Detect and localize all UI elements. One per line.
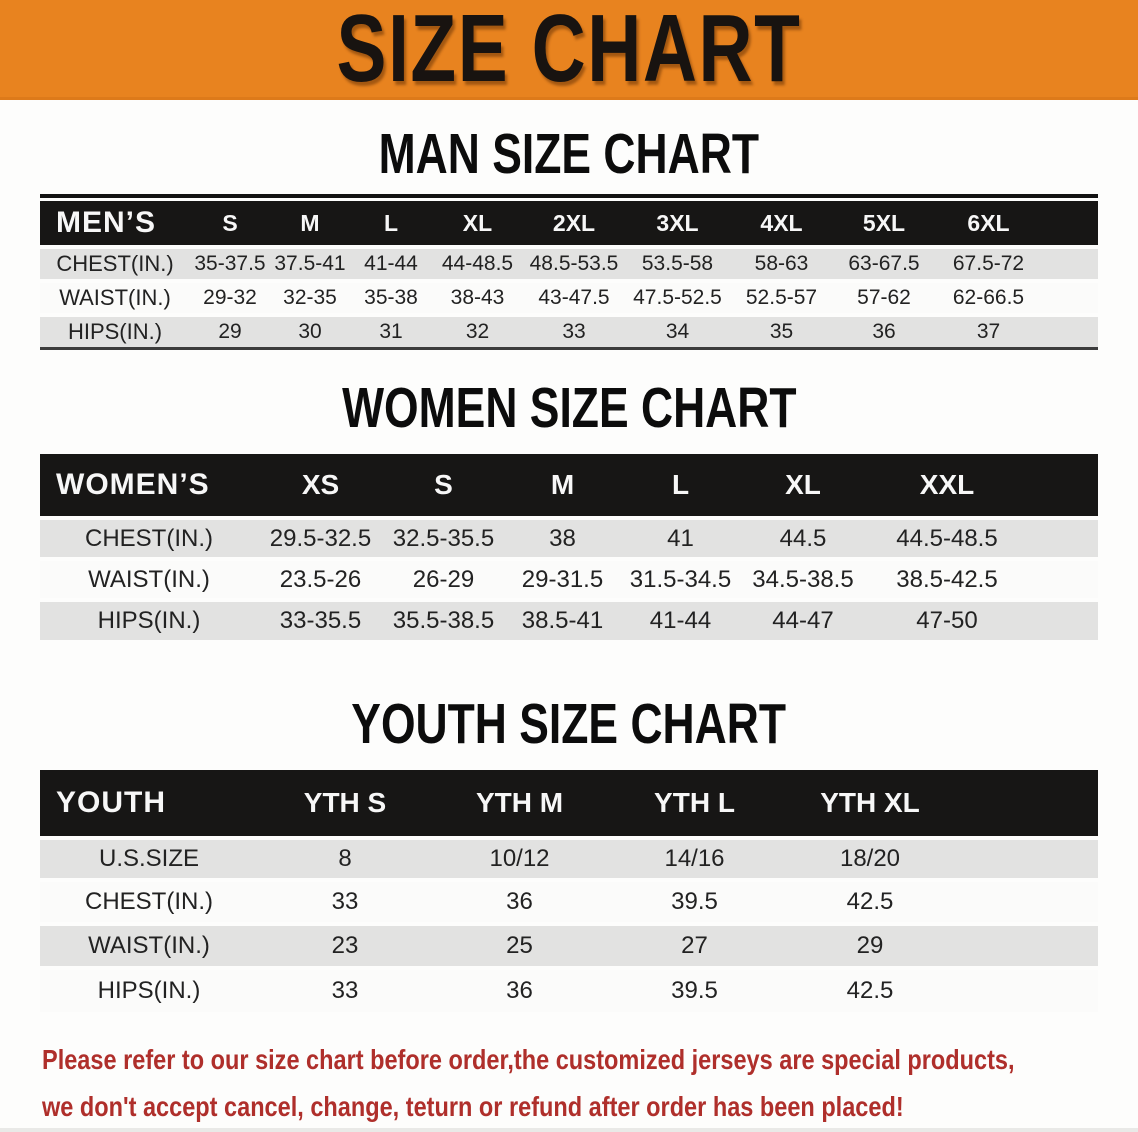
measurement-cell: 35-37.5 [190, 249, 270, 283]
measurement-cell: 44.5 [740, 520, 866, 561]
size-column-header: 3XL [625, 201, 730, 249]
table-row [40, 520, 1098, 561]
measurement-cell: 8 [258, 840, 432, 882]
man-section-heading [0, 122, 1138, 186]
measurement-cell: 62-66.5 [935, 283, 1098, 317]
measurement-cell: 44.5-48.5 [866, 520, 1098, 561]
measurement-cell: 52.5-57 [730, 283, 833, 317]
measurement-cell: 42.5 [782, 882, 1098, 926]
measurement-cell: 34 [625, 317, 730, 347]
measurement-cell: 43-47.5 [523, 283, 625, 317]
table-row [40, 602, 1098, 640]
size-column-header: 2XL [523, 201, 625, 249]
measurement-cell: 14/16 [607, 840, 782, 882]
size-column-header: L [350, 201, 432, 249]
row-label: CHEST(IN.) [40, 249, 190, 283]
row-label: WAIST(IN.) [40, 561, 258, 602]
disclaimer-line-1: Please refer to our size chart before order,the customized jerseys are special products, [42, 1044, 1015, 1075]
size-column-header: YTH L [607, 770, 782, 840]
men-table-bottom-rule [40, 347, 1098, 350]
header-row [40, 770, 1098, 840]
measurement-cell: 33 [523, 317, 625, 347]
measurement-cell: 29 [782, 926, 1098, 970]
size-column-header: YTH S [258, 770, 432, 840]
measurement-cell: 31 [350, 317, 432, 347]
measurement-cell: 31.5-34.5 [621, 561, 740, 602]
measurement-cell: 41 [621, 520, 740, 561]
measurement-cell: 23 [258, 926, 432, 970]
measurement-cell: 33 [258, 970, 432, 1012]
measurement-cell: 18/20 [782, 840, 1098, 882]
measurement-cell: 39.5 [607, 970, 782, 1012]
measurement-cell: 25 [432, 926, 607, 970]
header-row [40, 201, 1098, 249]
measurement-cell: 41-44 [350, 249, 432, 283]
table-title-cell: MEN’S [40, 201, 190, 249]
measurement-cell: 67.5-72 [935, 249, 1098, 283]
measurement-cell: 53.5-58 [625, 249, 730, 283]
size-column-header: 4XL [730, 201, 833, 249]
row-label: HIPS(IN.) [40, 970, 258, 1012]
measurement-cell: 29-31.5 [504, 561, 621, 602]
bottom-edge-strip [0, 1128, 1138, 1132]
size-column-header: XL [432, 201, 523, 249]
measurement-cell: 58-63 [730, 249, 833, 283]
women-section-heading-text: WOMEN SIZE CHART [341, 376, 797, 440]
measurement-cell: 47-50 [866, 602, 1098, 640]
disclaimer [42, 1036, 1138, 1130]
measurement-cell: 35-38 [350, 283, 432, 317]
size-column-header: S [383, 454, 504, 520]
measurement-cell: 57-62 [833, 283, 935, 317]
row-label: WAIST(IN.) [40, 926, 258, 970]
measurement-cell: 29.5-32.5 [258, 520, 383, 561]
table-row [40, 882, 1098, 926]
measurement-cell: 36 [432, 882, 607, 926]
size-column-header: XS [258, 454, 383, 520]
measurement-cell: 39.5 [607, 882, 782, 926]
measurement-cell: 48.5-53.5 [523, 249, 625, 283]
measurement-cell: 29 [190, 317, 270, 347]
measurement-cell: 63-67.5 [833, 249, 935, 283]
measurement-cell: 38.5-41 [504, 602, 621, 640]
measurement-cell: 35.5-38.5 [383, 602, 504, 640]
row-label: CHEST(IN.) [40, 882, 258, 926]
table-row [40, 970, 1098, 1012]
row-label: U.S.SIZE [40, 840, 258, 882]
youth-section-heading [0, 692, 1138, 756]
measurement-cell: 34.5-38.5 [740, 561, 866, 602]
measurement-cell: 38-43 [432, 283, 523, 317]
youth-size-table [40, 770, 1098, 1012]
row-label: WAIST(IN.) [40, 283, 190, 317]
size-column-header: 6XL [935, 201, 1098, 249]
table-row [40, 249, 1098, 283]
youth-size-table-wrap [40, 770, 1098, 1012]
measurement-cell: 38.5-42.5 [866, 561, 1098, 602]
table-row [40, 926, 1098, 970]
measurement-cell: 30 [270, 317, 350, 347]
measurement-cell: 32.5-35.5 [383, 520, 504, 561]
measurement-cell: 29-32 [190, 283, 270, 317]
size-column-header: M [270, 201, 350, 249]
measurement-cell: 44-48.5 [432, 249, 523, 283]
measurement-cell: 36 [432, 970, 607, 1012]
row-label: HIPS(IN.) [40, 317, 190, 347]
table-title-cell: WOMEN’S [40, 454, 258, 520]
measurement-cell: 32 [432, 317, 523, 347]
men-size-table [40, 201, 1098, 347]
banner [0, 0, 1138, 100]
measurement-cell: 26-29 [383, 561, 504, 602]
measurement-cell: 38 [504, 520, 621, 561]
measurement-cell: 32-35 [270, 283, 350, 317]
measurement-cell: 33-35.5 [258, 602, 383, 640]
measurement-cell: 42.5 [782, 970, 1098, 1012]
size-column-header: YTH M [432, 770, 607, 840]
size-column-header: 5XL [833, 201, 935, 249]
men-table-top-rule [40, 194, 1098, 198]
women-size-table-wrap [40, 454, 1098, 640]
measurement-cell: 44-47 [740, 602, 866, 640]
measurement-cell: 27 [607, 926, 782, 970]
measurement-cell: 36 [833, 317, 935, 347]
measurement-cell: 33 [258, 882, 432, 926]
disclaimer-line-2: we don't accept cancel, change, teturn or refund after order has been placed! [42, 1091, 904, 1122]
measurement-cell: 37.5-41 [270, 249, 350, 283]
measurement-cell: 23.5-26 [258, 561, 383, 602]
size-column-header: YTH XL [782, 770, 1098, 840]
size-column-header: S [190, 201, 270, 249]
youth-section-heading-text: YOUTH SIZE CHART [351, 692, 787, 756]
women-size-table [40, 454, 1098, 640]
size-column-header: M [504, 454, 621, 520]
measurement-cell: 10/12 [432, 840, 607, 882]
row-label: CHEST(IN.) [40, 520, 258, 561]
page-title: SIZE CHART [336, 0, 802, 100]
man-section-heading-text: MAN SIZE CHART [378, 122, 760, 186]
table-row [40, 317, 1098, 347]
men-size-table-wrap [40, 194, 1098, 350]
size-column-header: XXL [866, 454, 1098, 520]
size-column-header: XL [740, 454, 866, 520]
table-row [40, 561, 1098, 602]
header-row [40, 454, 1098, 520]
measurement-cell: 35 [730, 317, 833, 347]
table-title-cell: YOUTH [40, 770, 258, 840]
women-section-heading [0, 376, 1138, 440]
table-row [40, 840, 1098, 882]
measurement-cell: 47.5-52.5 [625, 283, 730, 317]
row-label: HIPS(IN.) [40, 602, 258, 640]
measurement-cell: 41-44 [621, 602, 740, 640]
table-row [40, 283, 1098, 317]
size-column-header: L [621, 454, 740, 520]
measurement-cell: 37 [935, 317, 1098, 347]
